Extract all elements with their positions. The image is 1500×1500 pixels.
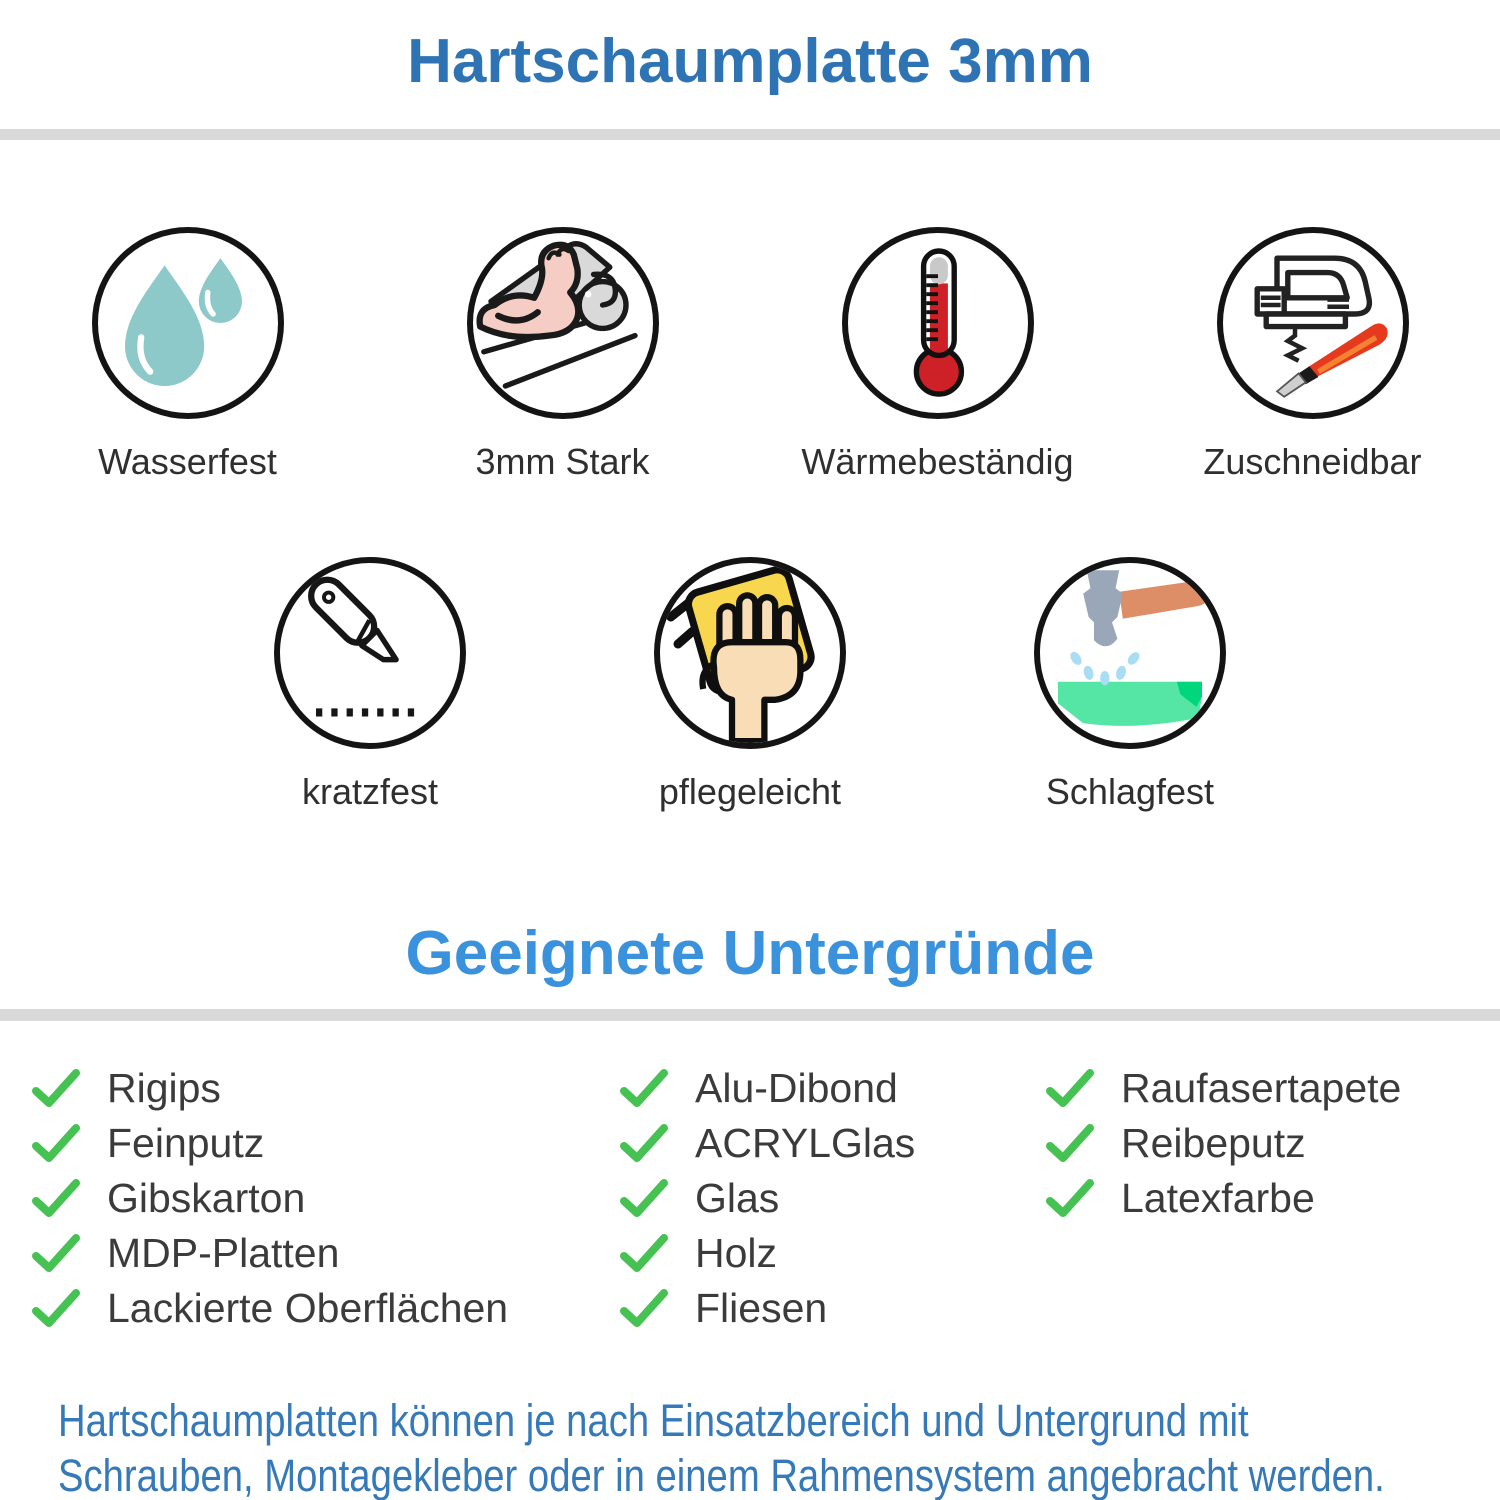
divider-top xyxy=(0,129,1500,140)
check-icon xyxy=(620,1124,668,1164)
substrate-label: Lackierte Oberflächen xyxy=(107,1285,509,1331)
check-icon xyxy=(620,1179,668,1219)
substrate-label: Glas xyxy=(695,1175,780,1221)
feature-zuschneidbar xyxy=(1125,227,1500,483)
substrate-item xyxy=(620,1116,915,1171)
substrate-label: Latexfarbe xyxy=(1121,1175,1315,1221)
utility-knife-icon xyxy=(274,557,466,749)
page-title: Hartschaumplatte 3mm xyxy=(407,27,1093,96)
feature-kratzfest xyxy=(180,557,560,813)
substrate-item xyxy=(32,1061,508,1116)
substrate-item xyxy=(620,1171,915,1226)
check-icon xyxy=(1046,1124,1094,1164)
water-drops-icon xyxy=(92,227,284,419)
feature-schlagfest xyxy=(940,557,1320,813)
check-icon xyxy=(32,1069,80,1109)
section-title-untergruende: Geeignete Untergründe xyxy=(405,919,1095,988)
substrate-label: Holz xyxy=(695,1230,778,1276)
substrate-item xyxy=(1046,1116,1401,1171)
substrate-label: Raufasertapete xyxy=(1121,1065,1402,1111)
substrate-item xyxy=(32,1171,508,1226)
check-icon xyxy=(1046,1069,1094,1109)
feature-waermebestaendig xyxy=(750,227,1125,483)
check-icon xyxy=(32,1234,80,1274)
substrate-item xyxy=(620,1061,915,1116)
substrate-label: Fliesen xyxy=(695,1285,828,1331)
feature-wasserfest xyxy=(0,227,375,483)
check-icon xyxy=(620,1234,668,1274)
feature-label: pflegeleicht xyxy=(658,771,842,812)
jigsaw-icon xyxy=(1217,227,1409,419)
features-row-1 xyxy=(0,227,1500,483)
substrate-label: MDP-Platten xyxy=(107,1230,340,1276)
check-icon xyxy=(32,1179,80,1219)
substrate-item xyxy=(620,1281,915,1336)
substrate-item xyxy=(1046,1171,1401,1226)
substrate-label: Reibeputz xyxy=(1121,1120,1306,1166)
check-icon xyxy=(620,1069,668,1109)
substrate-label: Alu-Dibond xyxy=(695,1065,898,1111)
substrate-item xyxy=(32,1116,508,1171)
hammer-icon xyxy=(1034,557,1226,749)
footer-line-1: Hartschaumplatten können je nach Einsatzbereich und Untergrund mit xyxy=(58,1395,1249,1446)
check-icon xyxy=(32,1124,80,1164)
substrate-label: Feinputz xyxy=(107,1120,265,1166)
check-icon xyxy=(32,1289,80,1329)
substrate-label: Rigips xyxy=(107,1065,221,1111)
muscle-arm-icon xyxy=(467,227,659,419)
substrate-label: ACRYLGlas xyxy=(695,1120,916,1166)
divider-substrates xyxy=(0,1009,1500,1021)
check-icon xyxy=(1046,1179,1094,1219)
footer-line-2: Schrauben, Montagekleber oder in einem Rahmensystem angebracht werden. xyxy=(58,1450,1385,1500)
features-row-2 xyxy=(180,557,1320,813)
feature-pflegeleicht xyxy=(560,557,940,813)
feature-label: Wasserfest xyxy=(98,441,277,482)
check-icon xyxy=(620,1289,668,1329)
feature-label: Schlagfest xyxy=(1045,771,1215,812)
feature-label: Wärmebeständig xyxy=(801,441,1074,482)
substrate-column-2 xyxy=(620,1061,915,1336)
footer-note xyxy=(58,1393,1385,1500)
substrate-column-1 xyxy=(32,1061,508,1336)
substrate-item xyxy=(32,1226,508,1281)
substrate-item xyxy=(1046,1061,1401,1116)
feature-3mm-stark xyxy=(375,227,750,483)
cleaning-hand-icon xyxy=(654,557,846,749)
feature-label: kratzfest xyxy=(301,771,439,812)
substrate-label: Gibskarton xyxy=(107,1175,306,1221)
substrate-column-3 xyxy=(1046,1061,1401,1226)
feature-label: 3mm Stark xyxy=(475,441,650,482)
substrate-item xyxy=(620,1226,915,1281)
thermometer-icon xyxy=(842,227,1034,419)
substrate-item xyxy=(32,1281,508,1336)
feature-label: Zuschneidbar xyxy=(1203,441,1422,482)
